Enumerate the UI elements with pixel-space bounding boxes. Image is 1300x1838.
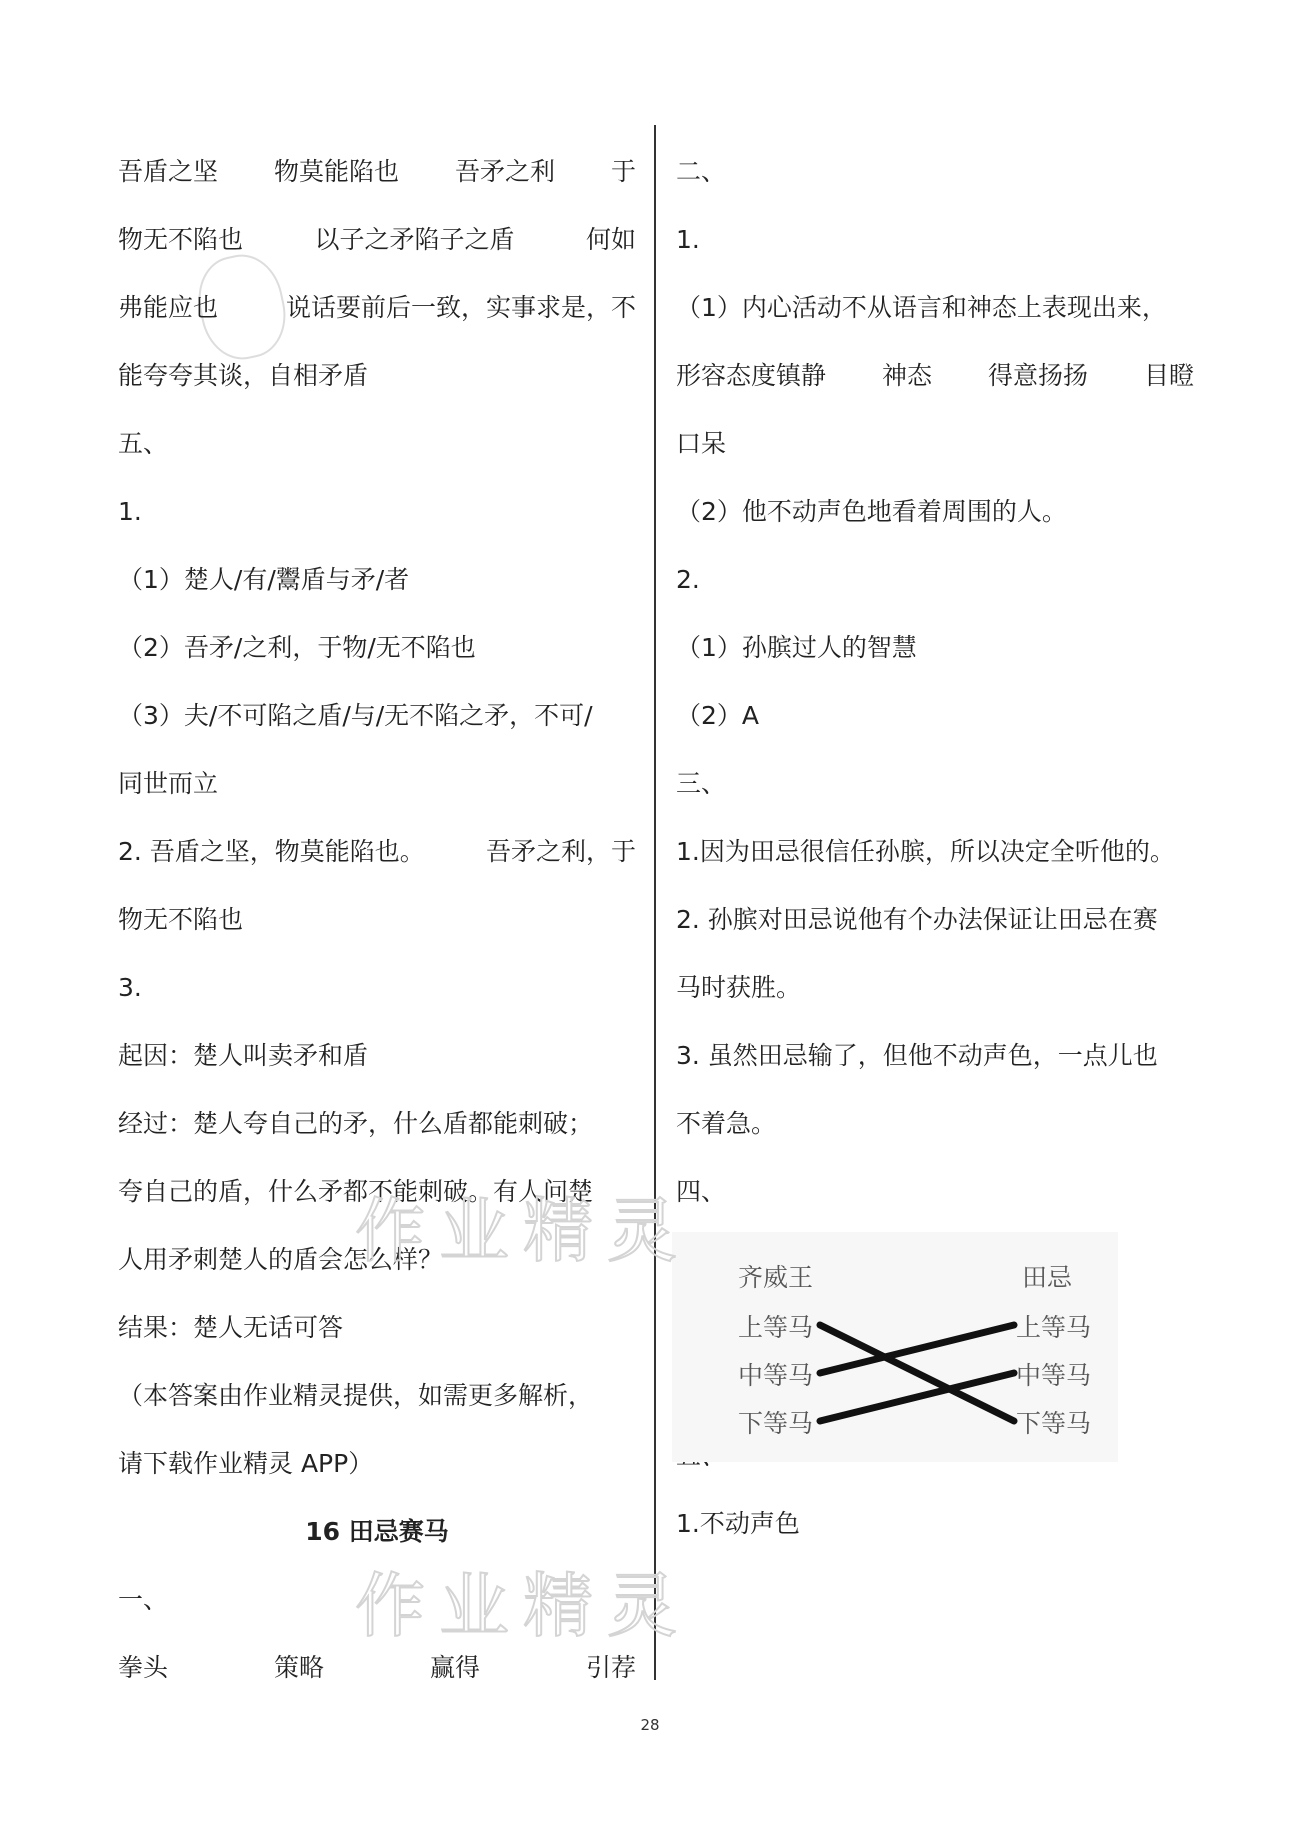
text-segment: 1. [118, 497, 142, 526]
text-segment: 2. 吾盾之坚，物莫能陷也。 [118, 837, 425, 866]
text-segment: 一、 [118, 1585, 169, 1614]
text-segment: （3）夫/不可陷之盾/与/无不陷之矛，不可/ [118, 701, 593, 730]
text-segment: 1.因为田忌很信任孙膑，所以决定全听他的。 [676, 837, 1175, 866]
matching-line [820, 1325, 1014, 1373]
matching-line [820, 1325, 1014, 1421]
text-segment: 夸自己的盾，什么矛都不能刺破。有人问楚 [118, 1177, 594, 1206]
text-segment: 请下载作业精灵 APP） [118, 1449, 374, 1478]
text-segment: 同世而立 [118, 769, 219, 798]
text-segment: 形容态度镇静 [676, 361, 827, 390]
text-segment: （1）内心活动不从语言和神态上表现出来， [676, 293, 1167, 322]
text-line [676, 1090, 1194, 1158]
text-segment: 说话要前后一致，实事求是，不 [285, 293, 636, 322]
text-segment: 3. 虽然田忌输了，但他不动声色，一点儿也 [676, 1041, 1158, 1070]
text-line [676, 342, 1194, 410]
text-line [118, 478, 636, 546]
left-column [118, 138, 636, 1702]
text-segment: 人用矛刺楚人的盾会怎么样？ [118, 1245, 444, 1274]
text-line [676, 1490, 1194, 1558]
text-segment: 赢得 [429, 1653, 480, 1682]
text-line [676, 886, 1194, 954]
text-segment: 五、 [118, 429, 169, 458]
text-line [676, 478, 1194, 546]
text-line [676, 410, 1194, 478]
text-segment: （2）吾矛/之利，于物/无不陷也 [118, 633, 476, 662]
text-line [676, 818, 1194, 886]
text-segment: 弗能应也 [118, 293, 219, 322]
text-segment: 物无不陷也 [118, 905, 244, 934]
text-segment: 不着急。 [676, 1109, 777, 1138]
text-segment: 策略 [273, 1653, 324, 1682]
diagram-right-item: 下等马 [1016, 1409, 1092, 1438]
text-segment: 经过：楚人夸自己的矛，什么盾都能刺破； [118, 1109, 594, 1138]
text-segment: 引荐 [585, 1653, 636, 1682]
text-line [118, 954, 636, 1022]
text-line [118, 886, 636, 954]
text-segment: （1）孙膑过人的智慧 [676, 633, 917, 662]
text-line [118, 206, 636, 274]
text-segment: 马时获胜。 [676, 973, 802, 1002]
diagram-right-item: 上等马 [1016, 1313, 1092, 1342]
text-segment: 得意扬扬 [987, 361, 1088, 390]
text-segment: 1.不动声色 [676, 1509, 800, 1538]
page-number: 28 [640, 1716, 660, 1734]
diagram-left-title: 齐威王 [738, 1263, 814, 1292]
text-segment: 目瞪 [1143, 361, 1194, 390]
text-segment: 2. [676, 565, 700, 594]
text-segment: 起因：楚人叫卖矛和盾 [118, 1041, 369, 1070]
text-segment: 物莫能陷也 [273, 157, 399, 186]
text-line [118, 818, 636, 886]
matching-line [820, 1373, 1014, 1421]
text-line [676, 274, 1194, 342]
text-segment: 拳头 [118, 1653, 169, 1682]
text-line [118, 1362, 636, 1430]
text-line [676, 1022, 1194, 1090]
text-segment: 四、 [676, 1177, 727, 1206]
text-segment: 三、 [676, 769, 727, 798]
diagram-left-item: 中等马 [738, 1361, 814, 1390]
text-segment: 2. 孙膑对田忌说他有个办法保证让田忌在赛 [676, 905, 1158, 934]
text-segment: 于 [610, 157, 636, 186]
diagram-right-title: 田忌 [1022, 1263, 1073, 1292]
text-segment: 吾矛之利，于 [485, 837, 636, 866]
text-line [676, 546, 1194, 614]
text-segment: （2）他不动声色地看着周围的人。 [676, 497, 1067, 526]
text-line [118, 546, 636, 614]
text-line [118, 1022, 636, 1090]
text-segment: 1. [676, 225, 700, 254]
text-line [676, 206, 1194, 274]
text-line [118, 1430, 636, 1498]
text-line [676, 954, 1194, 1022]
text-segment: 吾盾之坚 [118, 157, 219, 186]
text-line [118, 1090, 636, 1158]
text-line [118, 410, 636, 478]
text-line [676, 138, 1194, 206]
text-line [118, 682, 636, 750]
text-line [676, 614, 1194, 682]
text-segment: 神态 [881, 361, 932, 390]
diagram-right-item: 中等马 [1016, 1361, 1092, 1390]
text-segment: 以子之矛陷子之盾 [314, 225, 515, 254]
diagram-left-item: 上等马 [738, 1313, 814, 1342]
text-line [676, 682, 1194, 750]
watermark-text: 作业精灵 [355, 1190, 691, 1272]
horse-race-diagram [672, 1232, 1118, 1462]
text-segment: （本答案由作业精灵提供，如需更多解析， [118, 1381, 594, 1410]
watermark-text: 作业精灵 [355, 1565, 691, 1647]
text-line [118, 138, 636, 206]
text-line [118, 750, 636, 818]
text-line [118, 342, 636, 410]
diagram-left-item: 下等马 [738, 1409, 814, 1438]
text-segment: 3. [118, 973, 142, 1002]
text-line [118, 1294, 636, 1362]
text-segment: 二、 [676, 157, 727, 186]
text-line [118, 614, 636, 682]
text-segment: 何如 [585, 225, 636, 254]
text-line [118, 274, 636, 342]
column-divider [654, 125, 656, 1680]
text-segment: （1）楚人/有/鬻盾与矛/者 [118, 565, 410, 594]
text-segment: 16 田忌赛马 [305, 1517, 449, 1546]
text-segment: 能夸夸其谈，自相矛盾 [118, 361, 369, 390]
text-segment: 吾矛之利 [454, 157, 555, 186]
text-segment: 口呆 [676, 429, 727, 458]
text-line [676, 750, 1194, 818]
text-segment: （2）A [676, 701, 760, 730]
text-segment: 结果：楚人无话可答 [118, 1313, 344, 1342]
text-line [676, 1158, 1194, 1226]
text-segment: 物无不陷也 [118, 225, 244, 254]
